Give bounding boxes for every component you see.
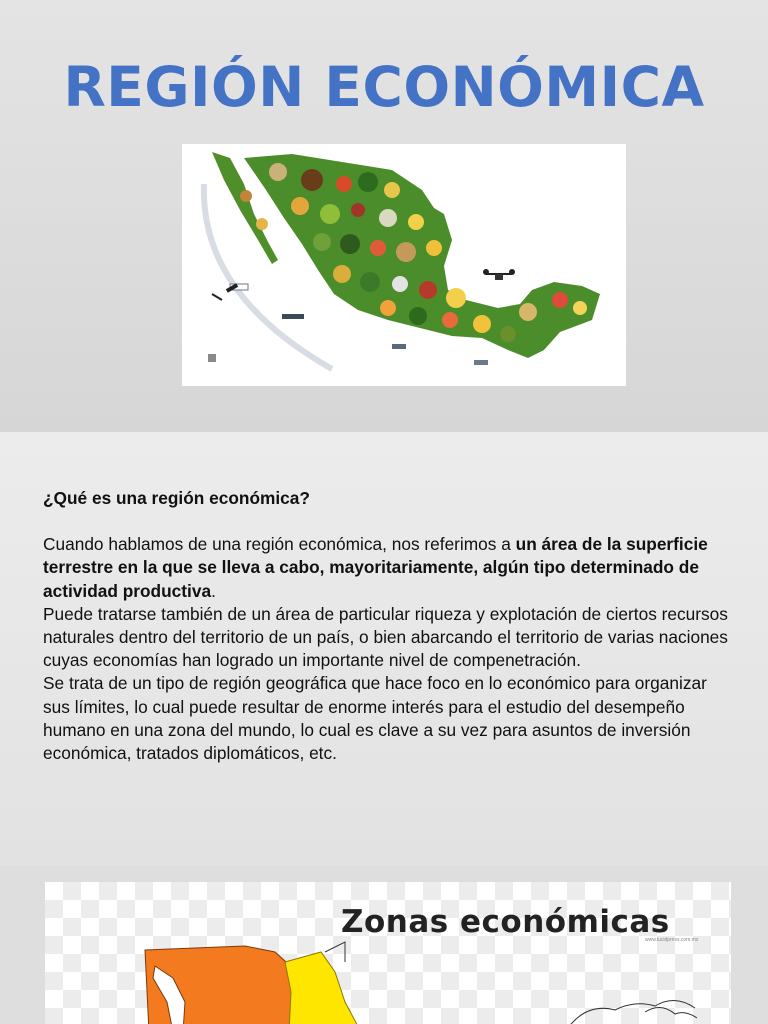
- slide-definition: [0, 432, 768, 866]
- paragraph-1: [43, 533, 733, 603]
- paragraph-1-end: .: [211, 580, 216, 601]
- question-heading: ¿Qué es una región económica?: [43, 488, 310, 508]
- paragraph-2: Puede tratarse también de un área de particular riqueza y explotación de ciertos recursos naturales dentro del territorio de un país, o bien abarcando el territorio de varias naciones cuyas economías han logrado un importante nivel de compenetración.: [43, 603, 728, 671]
- mexico-products-map-image: [182, 144, 626, 386]
- page-title: REGIÓN ECONÓMICA: [63, 55, 705, 119]
- paragraph-1-start: Cuando hablamos de una región económica, nos referimos a: [43, 534, 516, 555]
- paragraph-1-bold: un área de la superficie terrestre en la que se lleva a cabo, mayoritariamente, algún tipo determinado de actividad productiva: [43, 534, 708, 601]
- paragraph-3: Se trata de un tipo de región geográfica que hace foco en lo económico para organizar sus límites, lo cual puede resultar de enorme interés para el estudio del desempeño humano en una zona del mundo, lo cual es clave a su vez para asuntos de inversión económica, tratados diplomáticos, etc.: [43, 673, 707, 764]
- definition-text: [43, 487, 733, 765]
- economic-zones-map-image: [45, 882, 731, 1024]
- image-credit: www.lucidpress.com.mx: [645, 937, 699, 943]
- zones-title: Zonas económicas: [341, 904, 670, 940]
- slide-title: [0, 0, 768, 432]
- mexico-map-illustration: [182, 144, 626, 386]
- zone-yellow-shape: [285, 952, 361, 1024]
- slide-zones: [0, 866, 768, 1024]
